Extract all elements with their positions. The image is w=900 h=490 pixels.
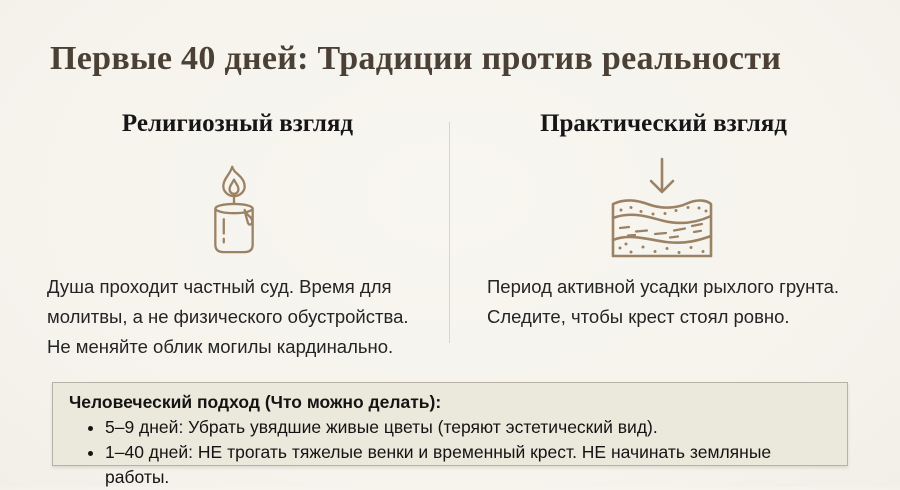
advice-list	[69, 415, 831, 490]
left-column-heading: Религиозный взгляд	[121, 110, 354, 137]
advice-box	[52, 382, 848, 487]
left-column-text: Душа проходит частный суд. Время для молитвы, а не физического обустройства. Не меняйте облик могилы кардинально.	[47, 276, 409, 357]
advice-item: • 5–9 дней: Убрать увядшие живые цветы (теряют эстетический вид).	[105, 415, 831, 440]
column-divider	[449, 122, 450, 343]
right-column-heading: Практический взгляд	[540, 110, 787, 137]
candle-icon	[194, 157, 274, 266]
soil-settling-icon	[606, 157, 718, 264]
advice-box-heading: Человеческий подход (Что можно делать):	[69, 392, 442, 412]
page-title: Первые 40 дней: Традиции против реальности	[50, 40, 782, 77]
advice-item: • 1–40 дней: НЕ трогать тяжелые венки и временный крест. НЕ начинать земляные работы.	[105, 440, 831, 490]
right-column-text: Период активной усадки рыхлого грунта. Следите, чтобы крест стоял ровно.	[487, 276, 840, 327]
